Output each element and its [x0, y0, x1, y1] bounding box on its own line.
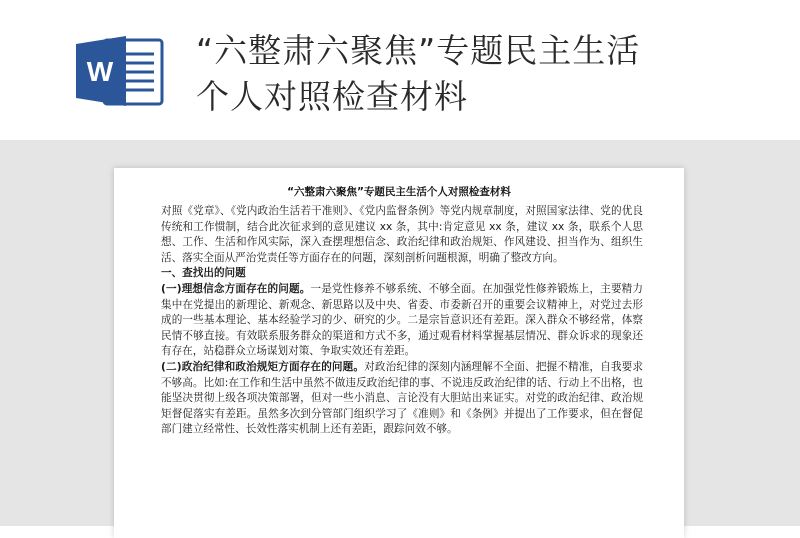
paragraph-discipline [161, 360, 643, 438]
paragraph-ideals-text: 一是党性修养不够系统、不够全面。在加强党性修养锻炼上，主要精力集中在党提出的新理论、新观念、新思路以及中央、省委、市委新召开的重要会议精神上，对党过去形成的一些基本理论、基本经验学习的少、研究的少。二是宗旨意识还有差距。深入群众不够经常，体察民情不够直接。有效联系服务群众的渠道和方式不多，通过观看材料掌握基层情况、群众诉求的现象还有存在，站稳群众立场谋划对策、争取实效还有差距。 [161, 282, 643, 358]
paragraph-ideals-heading: (一)理想信念方面存在的问题。 [161, 282, 311, 295]
page-title-line-2: 个人对照检查材料 [196, 77, 468, 116]
section-heading: 一、查找出的问题 [161, 267, 246, 280]
intro-paragraph: 对照《党章》、《党内政治生活若干准则》、《党内监督条例》等党内规章制度，对照国家法律、党的优良传统和工作惯制，结合此次征求到的意见建议 xx 条，其中:肯定意见 xx 条，建议 xx 条，联系个人思想、工作、生活和作风实际，深入查摆理想信念、政治纪律和政治规矩、作风建设、担当作为、组织生活、落实全面从严治党责任等方面存在的问题，深刻剖析问题根源，明确了整改方向。 [161, 205, 643, 264]
word-document-icon [74, 34, 166, 108]
header [0, 0, 800, 140]
document-title: “六整肃六聚焦”专题民主生活个人对照检查材料 [287, 186, 511, 198]
paragraph-discipline-text: 对政治纪律的深刻内涵理解不全面、把握不精准，自我要求不够高。比如:在工作和生活中虽然不做违反政治纪律的事、不说违反政治纪律的话、行动上不出格，也能坚决贯彻上级各项决策部署，但对一些小消息、言论没有大胆站出来证实。对党的政治纪律、政治规矩督促落实有差距。虽然多次到分管部门组织学习了《准则》和《条例》并提出了工作要求，但在督促部门建立经常性、长效性落实机制上还有差距，跟踪问效不够。 [161, 360, 643, 436]
paragraph-discipline-heading: (二)政治纪律和政治规矩方面存在的问题。 [161, 360, 365, 373]
document-page [114, 168, 684, 538]
paragraph-ideals [161, 282, 643, 360]
svg-text:W: W [86, 56, 114, 87]
page-title-line-1: “六整肃六聚焦”专题民主生活 [196, 31, 641, 70]
document-body [161, 204, 643, 438]
page-title [196, 28, 756, 120]
